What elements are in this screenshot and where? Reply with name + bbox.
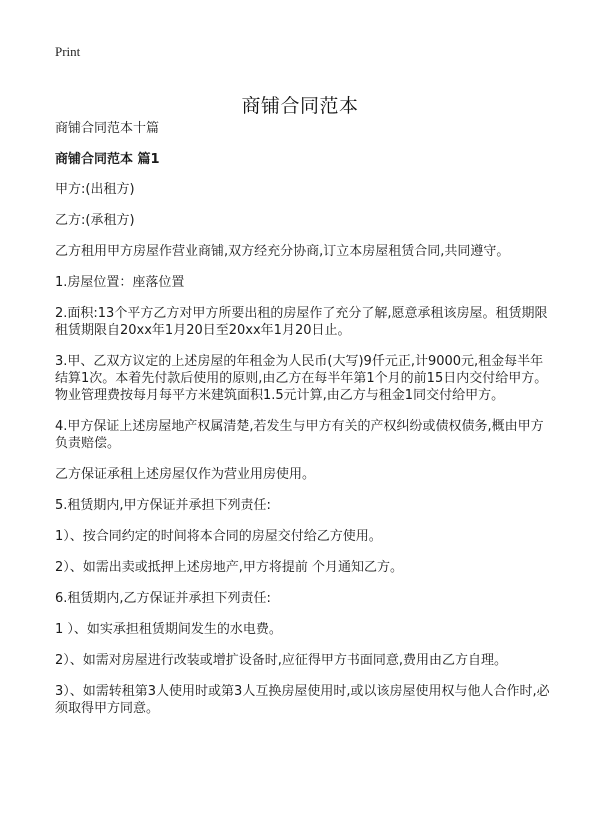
tenant-duty-item: 1 ）、如实承担租赁期间发生的水电费。 [55, 622, 282, 637]
section-heading: 商铺合同范本 篇1 [55, 152, 160, 167]
clause-area-term: 2.面积:13个平方乙方对甲方所要出租的房屋作了充分了解,愿意承租该房屋。租赁期限租赁期限自20xx年1月20日至20xx年1月20日止。 [55, 306, 548, 338]
document-title: 商铺合同范本 [241, 94, 359, 117]
tenant-duty-item: 3）、如需转租第3人使用时或第3人互换房屋使用时,或以该房屋使用权与他人合作时,必须取得甲方同意。 [55, 684, 550, 716]
clause-tenant-duties: 6.租赁期内,乙方保证并承担下列责任: [55, 591, 271, 606]
party-a-line: 甲方:(出租方) [55, 182, 135, 197]
preamble-paragraph: 乙方租用甲方房屋作营业商铺,双方经充分协商,订立本房屋租赁合同,共同遵守。 [55, 244, 510, 259]
clause-landlord-duties: 5.租赁期内,甲方保证并承担下列责任: [55, 498, 271, 513]
document-subtitle: 商铺合同范本十篇 [55, 121, 160, 136]
print-link[interactable]: Print [55, 44, 81, 59]
document-body [55, 120, 555, 731]
clause-location: 1.房屋位置：座落位置 [55, 275, 185, 290]
clause-rent: 3.甲、乙双方议定的上述房屋的年租金为人民币(大写)9仟元正,计9000元,租金每半年结算1次。本着先付款后使用的原则,由乙方在每半年第1个月的前15日内交付给甲方。 物业管理费按每月每平方米建筑面积1.5元计算,由乙方与租金1同交付给甲方。 [55, 354, 548, 403]
clause-usage: 乙方保证承租上述房屋仅作为营业用房使用。 [55, 467, 316, 482]
landlord-duty-item: 2）、如需出卖或抵押上述房地产,甲方将提前 个月通知乙方。 [55, 560, 404, 575]
tenant-duty-item: 2）、如需对房屋进行改装或增扩设备时,应征得甲方书面同意,费用由乙方自理。 [55, 653, 508, 668]
landlord-duty-item: 1）、按合同约定的时间将本合同的房屋交付给乙方使用。 [55, 529, 382, 544]
clause-title-guarantee: 4.甲方保证上述房屋地产权属清楚,若发生与甲方有关的产权纠纷或债权债务,概由甲方负责赔偿。 [55, 419, 544, 451]
party-b-line: 乙方:(承租方) [55, 213, 135, 228]
